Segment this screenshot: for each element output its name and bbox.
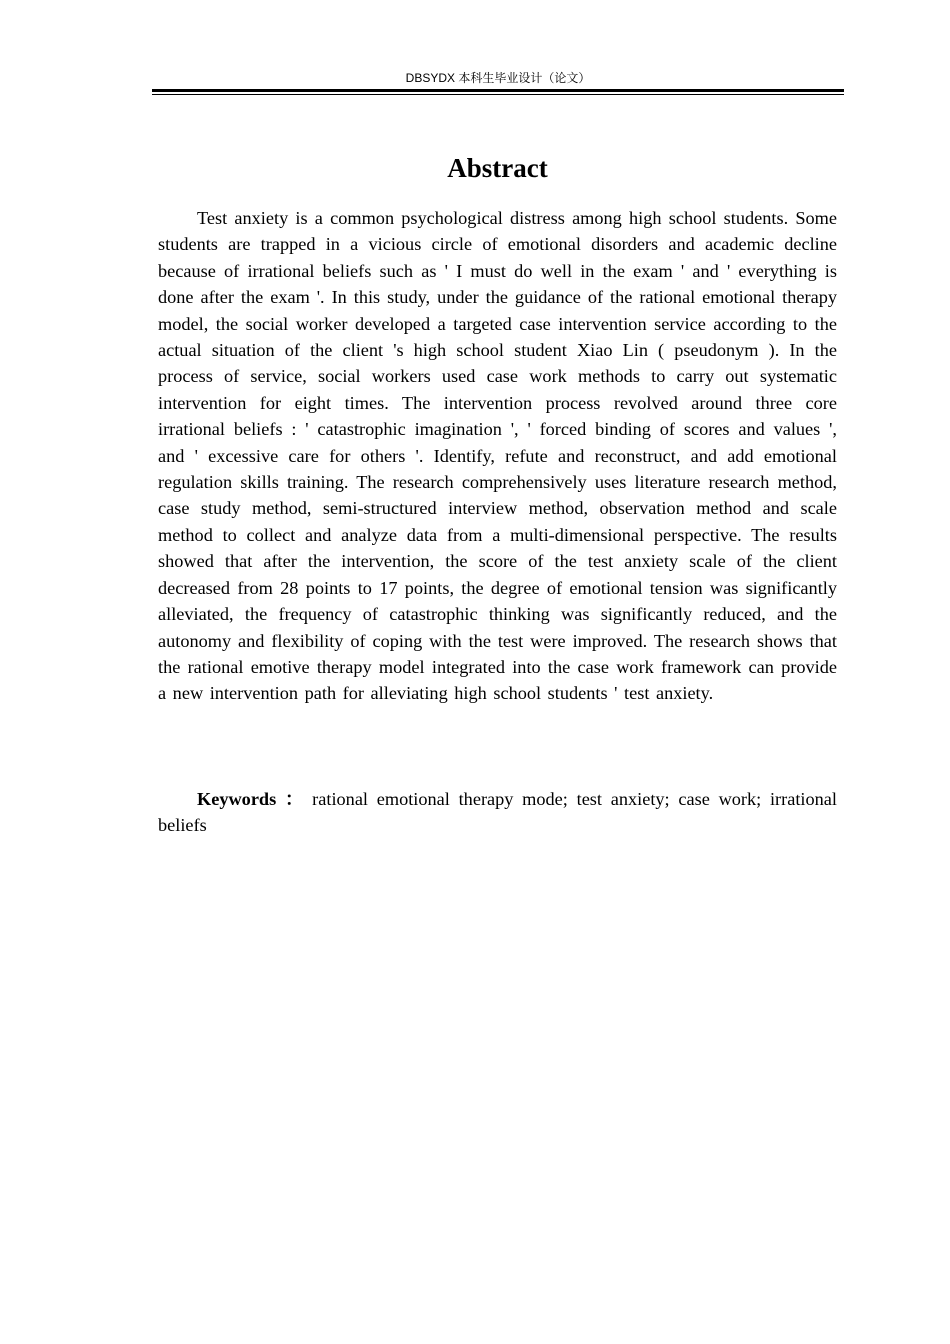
running-header: DBSYDX 本科生毕业设计（论文） [405,71,591,85]
keywords-label: Keywords ： [197,789,304,809]
header-rule-thick [152,89,844,92]
abstract-title: Abstract [447,153,548,183]
abstract-body: Test anxiety is a common psychological distress among high school students. Some students are trapped in a vicious circle of emotional disorders and academic decline because of irrational beliefs such as ' I must do well in the exam ' and ' everything is done after the exam '. In this study, under the guidance of the rational emotional therapy model, the social worker developed a targeted case intervention service according to the actual situation of the client 's high school student Xiao Lin ( pseudonym ). In the process of service, social workers used case work methods to carry out systematic intervention for eight times. The intervention process revolved around three core irrational beliefs : ' catastrophic imagination ', ' forced binding of scores and values ', and ' excessive care for others '. Identify, refute and reconstruct, and add emotional regulation skills training. The research comprehensively uses literature research method, case study method, semi-structured interview method, observation method and scale method to collect and analyze data from a multi-dimensional perspective. The results showed that after the intervention, the score of the test anxiety scale of the client decreased from 28 points to 17 points, the degree of emotional tension was significantly alleviated, the frequency of catastrophic thinking was significantly reduced, and the autonomy and flexibility of coping with the test were improved. The research shows that the rational emotive therapy model integrated into the case work framework can provide a new intervention path for alleviating high school students ' test anxiety. [158,208,837,704]
keywords-text: rational emotional therapy mode; test anxiety; case work; irrational beliefs [158,789,837,836]
keywords-paragraph [158,786,837,839]
header-rule-thin [152,94,844,95]
